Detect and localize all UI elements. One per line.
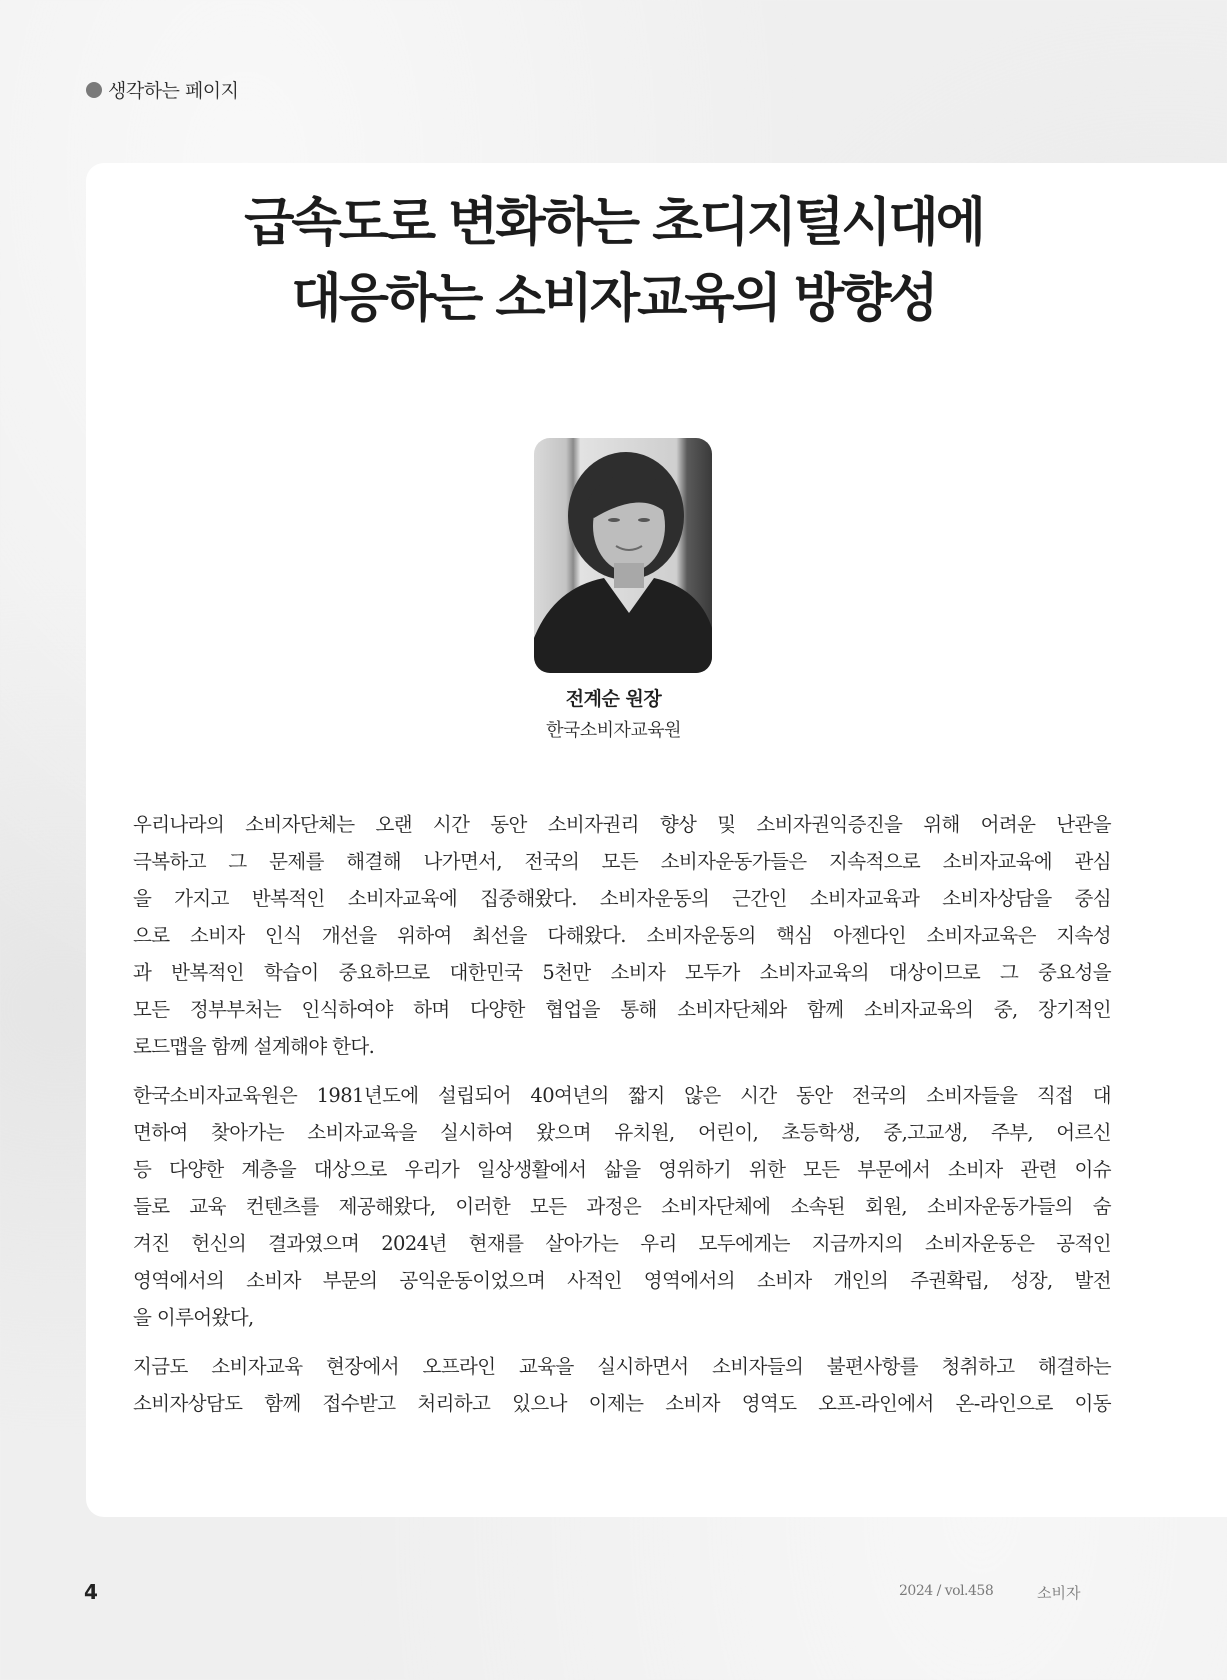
- title-line-2: 대응하는 소비자교육의 방향성: [291, 269, 936, 329]
- text-line: 을 가지고 반복적인 소비자교육에 집중해왔다. 소비자운동의 근간인 소비자교육과 소비자상담을 중심: [133, 887, 1111, 910]
- paragraph-3: [133, 1348, 1111, 1422]
- paragraph-1: [133, 806, 1111, 1065]
- article-body: [133, 806, 1111, 1434]
- text-line: 등 다양한 계층을 대상으로 우리가 일상생활에서 삶을 영위하기 위한 모든 부문에서 소비자 관련 이슈: [133, 1158, 1111, 1181]
- text-line: 면하여 찾아가는 소비자교육을 실시하여 왔으며 유치원, 어린이, 초등학생, 중,고교생, 주부, 어르신: [133, 1121, 1111, 1144]
- section-label-text: 생각하는 페이지: [108, 80, 239, 102]
- issue-info: 2024 / vol.458: [899, 1583, 994, 1599]
- text-line: 극복하고 그 문제를 해결해 나가면서, 전국의 모든 소비자운동가들은 지속적으로 소비자교육에 관심: [133, 850, 1111, 873]
- text-line: 한국소비자교육원은 1981년도에 설립되어 40여년의 짧지 않은 시간 동안 전국의 소비자들을 직접 대: [133, 1084, 1111, 1107]
- text-line: 으로 소비자 인식 개선을 위하여 최선을 다해왔다. 소비자운동의 핵심 아젠다인 소비자교육은 지속성: [133, 924, 1111, 947]
- title-line-1: 급속도로 변화하는 초디지털시대에: [244, 193, 983, 253]
- author-organization: 한국소비자교육원: [545, 720, 682, 741]
- page-number: 4: [84, 1580, 98, 1604]
- portrait-image-icon: [534, 438, 712, 673]
- text-line: 겨진 헌신의 결과였으며 2024년 현재를 살아가는 우리 모두에게는 지금까지의 소비자운동은 공적인: [133, 1232, 1111, 1255]
- author-photo: [534, 438, 712, 673]
- text-line: 들로 교육 컨텐츠를 제공해왔다, 이러한 모든 과정은 소비자단체에 소속된 회원, 소비자운동가들의 숨: [133, 1195, 1111, 1218]
- text-line: 을 이루어왔다,: [133, 1306, 254, 1329]
- text-line: 모든 정부부처는 인식하여야 하며 다양한 협업을 통해 소비자단체와 함께 소비자교육의 중, 장기적인: [133, 998, 1111, 1021]
- author-name: 전계순 원장: [565, 688, 662, 710]
- text-line: 과 반복적인 학습이 중요하므로 대한민국 5천만 소비자 모두가 소비자교육의 대상이므로 그 중요성을: [133, 961, 1111, 984]
- bullet-dot-icon: [86, 82, 102, 98]
- text-line: 지금도 소비자교육 현장에서 오프라인 교육을 실시하면서 소비자들의 불편사항를 청취하고 해결하는: [133, 1355, 1111, 1378]
- text-line: 우리나라의 소비자단체는 오랜 시간 동안 소비자권리 향상 및 소비자권익증진을 위해 어려운 난관을: [133, 813, 1111, 836]
- magazine-name: 소비자: [1037, 1584, 1081, 1602]
- text-line: 로드맵을 함께 설계해야 한다.: [133, 1035, 375, 1058]
- article-title: [0, 185, 1227, 337]
- paragraph-2: [133, 1077, 1111, 1336]
- text-line: 소비자상담도 함께 접수받고 처리하고 있으나 이제는 소비자 영역도 오프-라인에서 온-라인으로 이동: [133, 1392, 1111, 1415]
- section-label: [86, 76, 239, 103]
- text-line: 영역에서의 소비자 부문의 공익운동이었으며 사적인 영역에서의 소비자 개인의 주권확립, 성장, 발전: [133, 1269, 1111, 1292]
